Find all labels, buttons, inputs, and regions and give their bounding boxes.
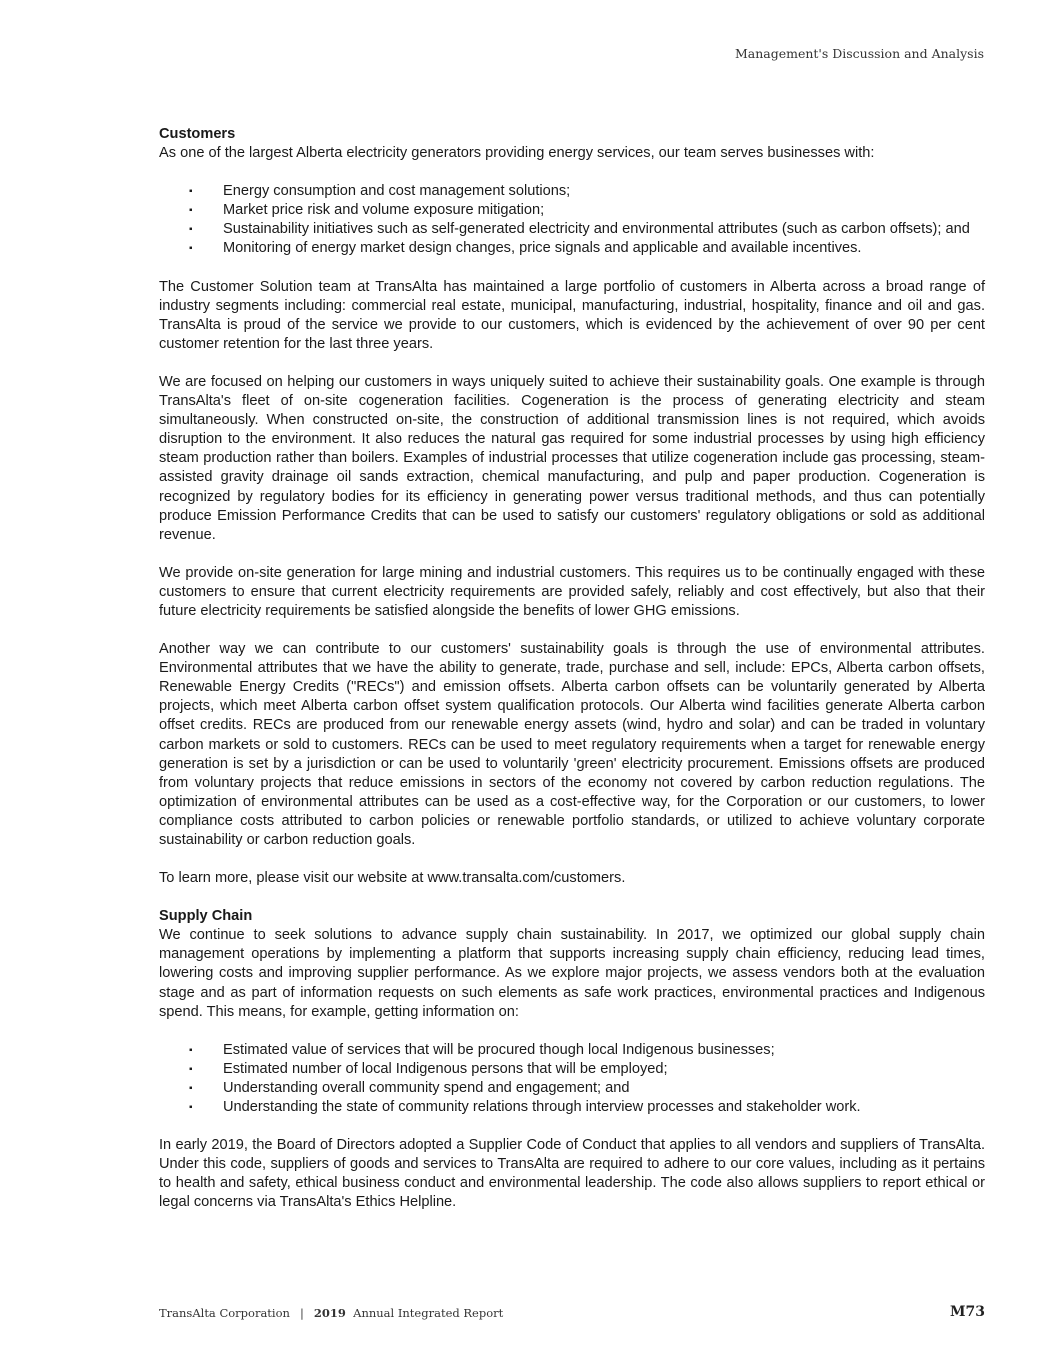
bullet-icon: ▪ xyxy=(189,1082,193,1094)
page-footer xyxy=(159,1306,985,1320)
customers-paragraph: We are focused on helping our customers in ways uniquely suited to achieve their sustainability goals. One example is through TransAlta's fleet of on-site cogeneration facilities. Cogeneration is the process of generating electricity and steam simultaneously. When constructed on-site, the construction of additional transmission lines is not required, which avoids disruption to the environment. It also reduces the natural gas required for some industrial processes by using high efficiency steam production rather than boilers. Examples of industrial processes that utilize cogeneration include gas processing, steam-assisted gravity drainage oil sands extraction, chemical manufacturing, and pulp and paper production. Cogeneration is recognized by regulatory bodies for its efficiency in generating power versus traditional methods, and thus can potentially produce Emission Performance Credits that can be used to satisfy our customers' regulatory obligations or sold as additional revenue. xyxy=(159,373,985,543)
list-item: ▪ Sustainability initiatives such as self-generated electricity and environmental attributes (such as carbon offsets); and xyxy=(159,220,985,239)
footer-separator: | xyxy=(299,1306,304,1320)
list-item: ▪ Estimated number of local Indigenous persons that will be employed; xyxy=(159,1060,985,1079)
bullet-icon: ▪ xyxy=(189,224,193,236)
customers-heading: Customers xyxy=(159,126,236,142)
supply-chain-heading: Supply Chain xyxy=(159,908,253,925)
bullet-icon: ▪ xyxy=(189,1102,193,1114)
customers-paragraph: Another way we can contribute to our customers' sustainability goals is through the use of environmental attributes. Environmental attributes that we have the ability to generate, trade, purchase and sell, include: EPCs, Alberta carbon offsets, Renewable Energy Credits ("RECs") and emission offsets. Alberta carbon offsets can be voluntarily generated by Alberta projects, which meet Alberta carbon offset system qualification protocols. Our Alberta wind facilities generate Alberta carbon offset credits. RECs are produced from our renewable energy assets (wind, hydro and solar) and can be traded in voluntary carbon markets or sold to customers. RECs can be used to meet regulatory requirements when a target for renewable energy generation is set by a jurisdiction or can be used to voluntarily 'green' electricity procurement. Emissions offsets are produced from voluntary projects that reduce emissions in sectors of the economy not covered by carbon reduction regulations. The optimization of environmental attributes can be used as a cost-effective way, for the Corporation or our customers, to lower compliance costs attributed to carbon policies or renewable portfolio standards, or utilized to achieve voluntary corporate sustainability or carbon reduction goals. xyxy=(159,641,985,848)
customers-bullet-list xyxy=(159,182,985,258)
page-content xyxy=(159,125,985,1213)
bullet-icon: ▪ xyxy=(189,1044,193,1056)
footer-report-title: Annual Integrated Report xyxy=(353,1306,504,1320)
page-number: M73 xyxy=(950,1304,985,1320)
supply-chain-paragraph: In early 2019, the Board of Directors adopted a Supplier Code of Conduct that applies to all vendors and suppliers of TransAlta. Under this code, suppliers of goods and services to TransAlta are required to adhere to our core values, including as it pertains to health and safety, ethical business conduct and environmental leadership. The code also allows suppliers to report ethical or legal concerns via TransAlta's Ethics Helpline. xyxy=(159,1137,985,1211)
list-item: ▪ Understanding overall community spend and engagement; and xyxy=(159,1079,985,1098)
list-item: ▪ Monitoring of energy market design changes, price signals and applicable and available incentives. xyxy=(159,239,985,258)
customers-paragraph: The Customer Solution team at TransAlta has maintained a large portfolio of customers in Alberta across a broad range of industry segments including: commercial real estate, municipal, manufacturing, industrial, hospitality, finance and oil and gas. TransAlta is proud of the service we provide to our customers, which is evidenced by the achievement of over 90 per cent customer retention for the last three years. xyxy=(159,278,985,352)
bullet-icon: ▪ xyxy=(189,1063,193,1075)
customers-website-line: To learn more, please visit our website at www.transalta.com/customers. xyxy=(159,870,626,887)
bullet-icon: ▪ xyxy=(189,186,193,198)
list-item: ▪ Energy consumption and cost management solutions; xyxy=(159,182,985,201)
footer-company: TransAlta Corporation xyxy=(159,1306,290,1320)
bullet-icon: ▪ xyxy=(189,205,193,217)
supply-chain-intro: We continue to seek solutions to advance supply chain sustainability. In 2017, we optimized our global supply chain management operations by implementing a platform that supports increasing supply chain efficiency, reducing lead times, lowering costs and improving supplier performance. As we explore major projects, we assess vendors both at the evaluation stage and as part of information requests on such elements as safe work practices, environmental practices and Indigenous spend. This means, for example, getting information on: xyxy=(159,927,985,1020)
bullet-icon: ▪ xyxy=(189,243,193,255)
footer-year: 2019 xyxy=(313,1306,346,1320)
list-item: ▪ Estimated value of services that will be procured though local Indigenous businesses; xyxy=(159,1041,985,1060)
customers-paragraph: We provide on-site generation for large mining and industrial customers. This requires us to be continually engaged with these customers to ensure that current electricity requirements are provided safely, reliably and cost effectively, but also that their future electricity requirements be satisfied alongside the benefits of lower GHG emissions. xyxy=(159,564,985,619)
list-item: ▪ Market price risk and volume exposure mitigation; xyxy=(159,201,985,220)
customers-intro: As one of the largest Alberta electricity generators providing energy services, our team serves businesses with: xyxy=(159,145,875,162)
list-item: ▪ Understanding the state of community relations through interview processes and stakeholder work. xyxy=(159,1098,985,1117)
supply-chain-bullet-list xyxy=(159,1041,985,1117)
running-header: Management's Discussion and Analysis xyxy=(734,46,984,61)
